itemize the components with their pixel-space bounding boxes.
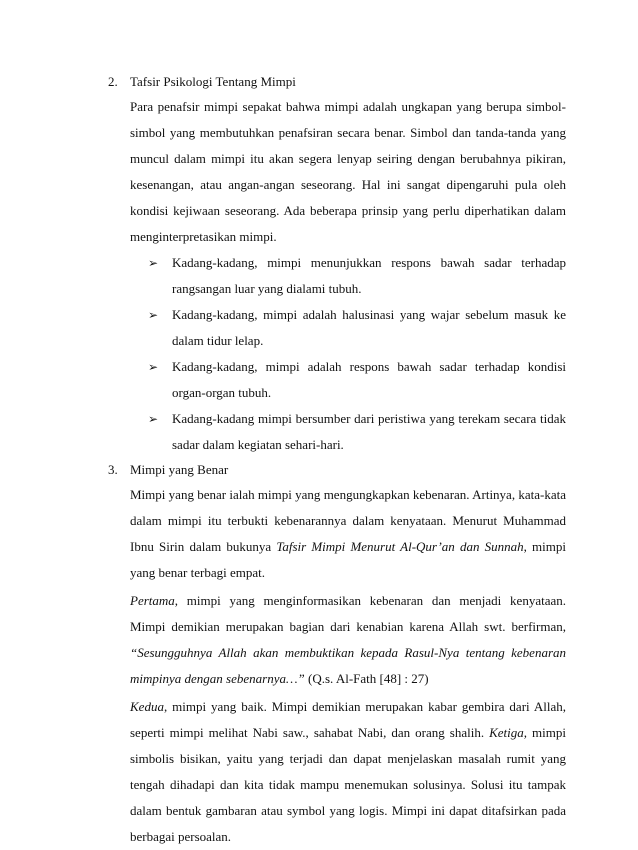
- section-intro: Para penafsir mimpi sepakat bahwa mimpi adalah ungkapan yang berupa simbol-simbol yang membutuhkan penafsiran secara benar. Simbol dan tanda-tanda yang muncul dalam mimpi itu akan segera lenyap seiring dengan berubahnya pikiran, kesenangan, atau angan-angan seseorang. Hal ini sangat dipengaruhi pula oleh kondisi kejiwaan seseorang. Ada beberapa prinsip yang perlu diperhatikan dalam menginterpretasikan mimpi.: [130, 99, 566, 244]
- text-run: mimpi simbolis bisikan, yaitu yang terjadi dan dapat menjelaskan masalah rumit yang tengah dihadapi dan kita tidak mampu menemukan solusinya. Solusi itu tampak dalam bentuk gambaran atau symbol yang logis. Mimpi ini dapat ditafsirkan pada berbagai persoalan.: [130, 725, 566, 844]
- list-item: [148, 250, 566, 302]
- paragraph-kedua: [130, 694, 566, 850]
- text-run: Mimpi yang benar ialah mimpi yang mengungkapkan kebenaran. Artinya, kata-kata dalam mimpi itu terbukti kebenarannya dalam kenyataan. Menurut Muhammad Ibnu Sirin dalam bukunya: [130, 487, 566, 554]
- list-item-text: Kadang-kadang, mimpi adalah respons bawah sadar terhadap kondisi organ-organ tubuh.: [172, 359, 566, 400]
- term-pertama: Pertama: [130, 593, 175, 608]
- paragraph-pertama: [130, 588, 566, 692]
- list-item-text: Kadang-kadang, mimpi adalah halusinasi yang wajar sebelum masuk ke dalam tidur lelap.: [172, 307, 566, 348]
- arrow-bullet-icon: ➢: [148, 256, 159, 270]
- book-title: Tafsir Mimpi Menurut Al-Qur’an dan Sunnah: [276, 539, 524, 554]
- list-item: [148, 406, 566, 458]
- section-2: [108, 70, 566, 458]
- paragraph-intro: [130, 482, 566, 586]
- text-run: , mimpi yang benar terbagi empat.: [130, 539, 567, 580]
- citation: (Q.s. Al-Fath [48] : 27): [304, 671, 429, 686]
- text-run: , mimpi yang menginformasikan kebenaran dan menjadi kenyataan. Mimpi demikian merupakan bagian dari kenabian karena Allah swt. berfirman,: [130, 593, 566, 634]
- quran-quote: “Sesungguhnya Allah akan membuktikan kepada Rasul-Nya tentang kebenaran mimpinya dengan sebenarnya…”: [130, 645, 566, 686]
- section-number: 2.: [108, 74, 118, 89]
- list-item: [148, 302, 566, 354]
- arrow-bullet-icon: ➢: [148, 360, 159, 374]
- text-run: , mimpi yang baik. Mimpi demikian merupakan kabar gembira dari Allah, seperti mimpi melihat Nabi saw., sahabat Nabi, dan orang shalih.: [130, 699, 566, 740]
- list-item-text: Kadang-kadang mimpi bersumber dari peristiwa yang terekam secara tidak sadar dalam kegiatan sehari-hari.: [172, 411, 566, 452]
- section-title: Mimpi yang Benar: [130, 462, 229, 477]
- section-title: Tafsir Psikologi Tentang Mimpi: [130, 74, 296, 89]
- arrow-bullet-icon: ➢: [148, 308, 159, 322]
- section-body: [130, 458, 566, 850]
- principles-list: [130, 250, 566, 458]
- list-item-text: Kadang-kadang, mimpi menunjukkan respons bawah sadar terhadap rangsangan luar yang dialami tubuh.: [172, 255, 566, 296]
- term-ketiga: Ketiga,: [489, 725, 528, 740]
- section-number: 3.: [108, 462, 118, 477]
- list-item: [148, 354, 566, 406]
- arrow-bullet-icon: ➢: [148, 412, 159, 426]
- section-3: [108, 458, 566, 850]
- term-kedua: Kedua: [130, 699, 164, 714]
- section-body: [130, 70, 566, 458]
